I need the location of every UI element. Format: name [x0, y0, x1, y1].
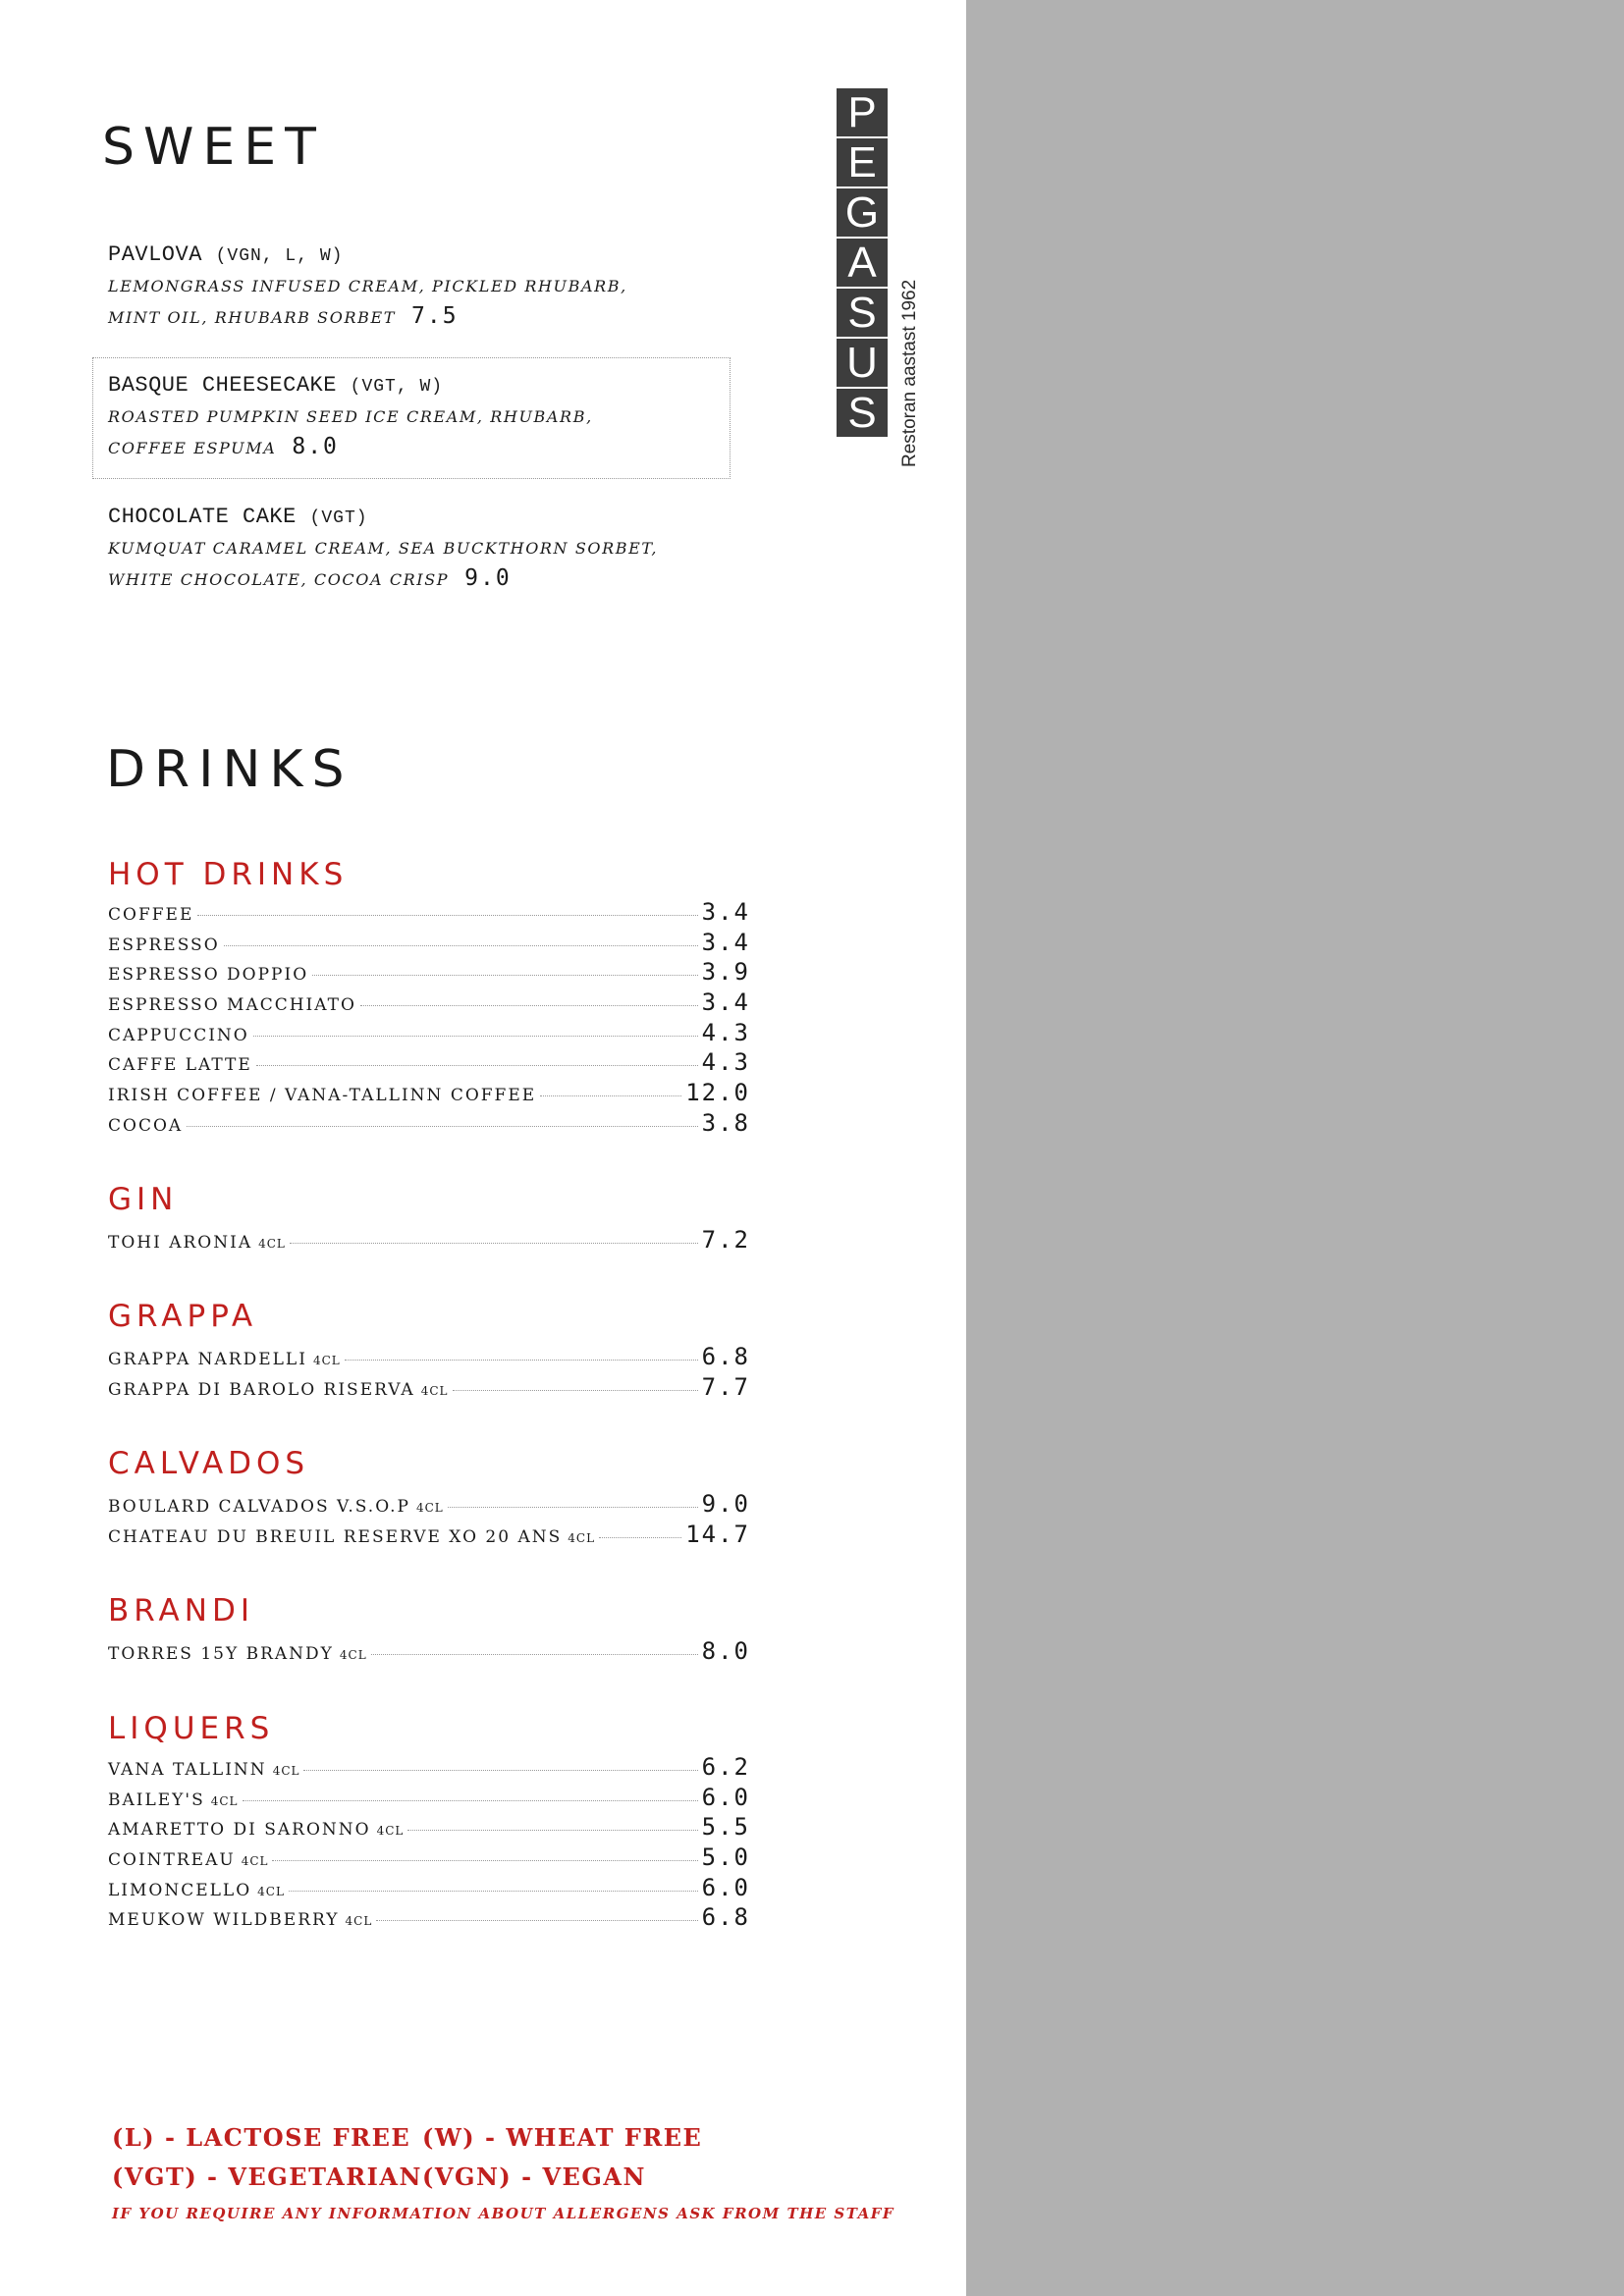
dish-name: CHOCOLATE CAKE — [108, 505, 297, 529]
drink-row — [108, 1343, 750, 1373]
drink-list — [108, 1490, 750, 1550]
drink-volume: 4CL — [272, 1764, 300, 1778]
drink-name: GRAPPA NARDELLI — [108, 1350, 307, 1369]
category-title: BRANDI — [108, 1593, 254, 1629]
drink-volume: 4CL — [339, 1648, 367, 1662]
drink-name: ESPRESSO DOPPIO — [108, 965, 309, 986]
drink-row — [108, 1637, 750, 1668]
dot-leader — [599, 1537, 681, 1538]
dot-leader — [272, 1860, 697, 1861]
drink-volume: 4CL — [241, 1854, 269, 1869]
drink-price: 12.0 — [685, 1079, 750, 1107]
legend-vegetarian: (VGT) - VEGETARIAN — [112, 2163, 422, 2191]
drink-name: VANA TALLINN — [108, 1760, 267, 1780]
category-title: CALVADOS — [108, 1446, 310, 1481]
dot-leader — [303, 1770, 697, 1771]
category-title: GIN — [108, 1182, 179, 1217]
dot-leader — [407, 1830, 697, 1831]
dish-name: PAVLOVA — [108, 242, 202, 267]
drink-price: 3.8 — [701, 1108, 750, 1137]
dish-description: ROASTED PUMPKIN SEED ICE CREAM, RHUBARB, — [108, 407, 593, 426]
drink-row — [108, 1490, 750, 1521]
drink-row — [108, 1521, 750, 1551]
drink-list — [108, 898, 750, 1140]
drink-price: 3.4 — [701, 928, 750, 956]
side-panel — [966, 0, 1624, 2296]
drink-list — [108, 1226, 750, 1256]
drink-price: 6.0 — [701, 1783, 750, 1811]
drink-price: 6.2 — [701, 1753, 750, 1781]
dot-leader — [224, 945, 698, 946]
drink-row — [108, 1019, 750, 1049]
drink-name: COFFEE — [108, 905, 194, 925]
dot-leader — [453, 1390, 698, 1391]
drink-volume: 4CL — [568, 1530, 596, 1545]
dot-leader — [289, 1891, 698, 1892]
drink-name: BAILEY'S — [108, 1789, 205, 1810]
dish-item — [108, 371, 736, 463]
section-title-sweet: SWEET — [102, 118, 325, 177]
drink-name: LIMONCELLO — [108, 1880, 252, 1900]
dish-tags: (VGN, L, W) — [215, 246, 344, 266]
drink-list — [108, 1637, 750, 1668]
drink-name: MEUKOW WILDBERRY — [108, 1910, 340, 1931]
dot-leader — [371, 1654, 698, 1655]
dot-leader — [345, 1360, 698, 1361]
drink-list — [108, 1753, 750, 1934]
drink-row — [108, 1048, 750, 1079]
drink-row — [108, 988, 750, 1019]
drink-price: 6.8 — [701, 1343, 750, 1370]
drink-name: GRAPPA DI BAROLO RISERVA — [108, 1379, 415, 1400]
drink-price: 3.4 — [701, 898, 750, 926]
drink-price: 7.2 — [701, 1226, 750, 1254]
logo-letter: G — [837, 188, 888, 237]
logo-letter: A — [837, 239, 888, 287]
drink-name: COCOA — [108, 1115, 184, 1136]
dish-description: MINT OIL, RHUBARB SORBET — [108, 308, 397, 327]
drink-row — [108, 1843, 750, 1874]
dish-description: KUMQUAT CARAMEL CREAM, SEA BUCKTHORN SORBET, — [108, 539, 659, 558]
drink-name: CAFFE LATTE — [108, 1055, 252, 1076]
drink-price: 5.0 — [701, 1843, 750, 1872]
drink-price: 7.7 — [701, 1372, 750, 1401]
drink-row — [108, 1373, 750, 1404]
drink-volume: 4CL — [376, 1824, 405, 1839]
dot-leader — [312, 975, 698, 976]
drink-name: ESPRESSO MACCHIATO — [108, 995, 356, 1016]
logo-letter: S — [837, 389, 888, 437]
allergen-legend — [112, 2118, 894, 2222]
category-title: LIQUERS — [108, 1711, 275, 1746]
category-title: GRAPPA — [108, 1299, 258, 1334]
dot-leader — [290, 1243, 698, 1244]
drink-price: 6.8 — [701, 1903, 750, 1932]
dot-leader — [253, 1036, 698, 1037]
drink-name: COINTREAU — [108, 1850, 236, 1871]
dot-leader — [540, 1095, 681, 1096]
dish-item — [108, 240, 736, 333]
logo-letter: S — [837, 289, 888, 337]
drink-price: 9.0 — [701, 1490, 750, 1518]
dot-leader — [197, 915, 697, 916]
dish-description: WHITE CHOCOLATE, COCOA CRISP — [108, 570, 450, 589]
drink-volume: 4CL — [420, 1383, 449, 1398]
drink-name: ESPRESSO — [108, 934, 220, 955]
drink-name: BOULARD CALVADOS V.S.O.P — [108, 1497, 410, 1517]
drink-row — [108, 958, 750, 988]
drink-price: 3.9 — [701, 958, 750, 987]
drink-row — [108, 1813, 750, 1843]
drink-list — [108, 1343, 750, 1403]
allergen-note: IF YOU REQUIRE ANY INFORMATION ABOUT ALLERGENS ASK FROM THE STAFF — [112, 2205, 895, 2222]
dish-price: 9.0 — [464, 565, 512, 591]
drink-price: 5.5 — [701, 1813, 750, 1842]
drink-row — [108, 1109, 750, 1140]
drink-row — [108, 1753, 750, 1784]
drink-volume: 4CL — [210, 1793, 239, 1808]
dish-name: BASQUE CHEESECAKE — [108, 373, 337, 398]
drink-price: 14.7 — [685, 1520, 750, 1548]
drink-price: 3.4 — [701, 988, 750, 1017]
drink-row — [108, 898, 750, 929]
drink-price: 8.0 — [701, 1637, 750, 1665]
drink-volume: 4CL — [257, 1884, 285, 1898]
logo-letter: U — [837, 339, 888, 387]
logo-tagline: Restoran aastast 1962 — [899, 279, 920, 467]
legend-lactose: (L) - LACTOSE FREE — [112, 2123, 411, 2152]
dish-tags: (VGT) — [309, 508, 368, 528]
drink-row — [108, 1226, 750, 1256]
dish-tags: (VGT, W) — [350, 377, 444, 397]
dot-leader — [187, 1126, 697, 1127]
drink-name: TOHI ARONIA — [108, 1233, 253, 1253]
logo-letter: P — [837, 88, 888, 136]
dish-price: 8.0 — [292, 434, 339, 459]
drink-row — [108, 1079, 750, 1109]
category-title: HOT DRINKS — [108, 857, 349, 892]
dot-leader — [243, 1800, 698, 1801]
dish-description: COFFEE ESPUMA — [108, 439, 277, 457]
drink-volume: 4CL — [415, 1501, 444, 1515]
legend-vegan: (VGN) - VEGAN — [422, 2163, 646, 2191]
dot-leader — [360, 1005, 698, 1006]
drink-volume: 4CL — [345, 1914, 373, 1929]
legend-wheat: (W) - WHEAT FREE — [422, 2123, 703, 2152]
drink-price: 6.0 — [701, 1873, 750, 1901]
section-title-drinks: DRINKS — [106, 740, 353, 799]
drink-price: 4.3 — [701, 1048, 750, 1077]
dish-item — [108, 503, 736, 595]
dot-leader — [256, 1065, 698, 1066]
drink-row — [108, 1874, 750, 1904]
drink-name: TORRES 15Y BRANDY — [108, 1644, 334, 1664]
drink-volume: 4CL — [258, 1237, 286, 1251]
dot-leader — [376, 1920, 697, 1921]
pegasus-logo — [837, 88, 888, 439]
drink-name: AMARETTO DI SARONNO — [108, 1820, 371, 1841]
dish-price: 7.5 — [411, 303, 459, 329]
drink-name: IRISH COFFEE / VANA-TALLINN COFFEE — [108, 1086, 537, 1106]
dot-leader — [448, 1507, 698, 1508]
drink-row — [108, 929, 750, 959]
drink-row — [108, 1903, 750, 1934]
drink-name: CAPPUCCINO — [108, 1025, 249, 1045]
drink-price: 4.3 — [701, 1018, 750, 1046]
drink-name: CHATEAU DU BREUIL RESERVE XO 20 ANS — [108, 1526, 563, 1547]
logo-letter: E — [837, 138, 888, 187]
drink-row — [108, 1784, 750, 1814]
drink-volume: 4CL — [312, 1354, 341, 1367]
dish-description: LEMONGRASS INFUSED CREAM, PICKLED RHUBARB, — [108, 277, 627, 295]
